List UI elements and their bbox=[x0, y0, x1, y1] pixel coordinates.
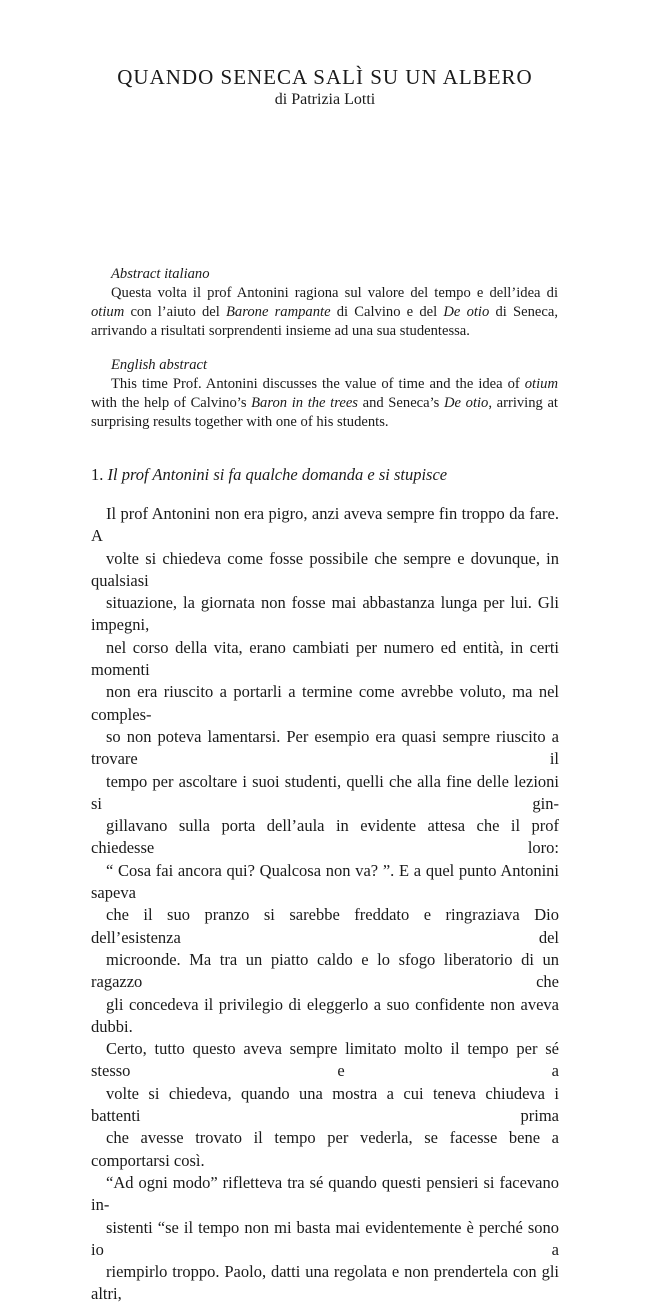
abstract-italian-text: Questa volta il prof Antonini ragiona sul valore del tempo e dell’idea di otium con l’aiuto del Barone rampante di Calvino e del De otio di Seneca, arrivando a risultati sorprendenti insieme ad una sua studentessa. bbox=[91, 285, 558, 339]
abstract-italian-heading: Abstract italiano bbox=[111, 266, 210, 282]
article-author: di Patrizia Lotti bbox=[274, 91, 376, 108]
text-line: so non poteva lamentarsi. Per esempio era quasi sempre riuscito a trovare il bbox=[91, 726, 559, 769]
abstract-english-text: This time Prof. Antonini discusses the value of time and the idea of otium with the help of Calvino’s Baron in the trees and Seneca’s De otio, arriving at surprising results together with one of his students. bbox=[91, 376, 558, 430]
text-line: volte si chiedeva, quando una mostra a cui teneva chiudeva i battenti prima bbox=[91, 1083, 559, 1126]
section-number: 1. bbox=[91, 465, 108, 484]
text-line: “Ad ogni modo” rifletteva tra sé quando questi pensieri si facevano in- bbox=[91, 1172, 559, 1215]
text-line: riempirlo troppo. Paolo, datti una regolata e non prendertela con gli altri, bbox=[91, 1262, 559, 1304]
text-line: tempo per ascoltare i suoi studenti, quelli che alla fine delle lezioni si gin- bbox=[91, 771, 559, 813]
text-line: sistenti “se il tempo non mi basta mai evidentemente è perché sono io a bbox=[91, 1217, 559, 1259]
body-text bbox=[91, 503, 559, 1306]
abstract-italian bbox=[91, 265, 558, 341]
body-paragraph-1 bbox=[91, 503, 559, 1172]
abstract-english-heading: English abstract bbox=[111, 357, 208, 373]
text-line: situazione, la giornata non fosse mai abbastanza lunga per lui. Gli impegni, bbox=[91, 593, 559, 635]
section-heading bbox=[91, 464, 561, 486]
text-line: gillavano sulla porta dell’aula in evidente attesa che il prof chiedesse loro: bbox=[91, 816, 559, 858]
section-title: Il prof Antonini si fa qualche domanda e si stupisce bbox=[107, 465, 448, 484]
abstract-english bbox=[91, 356, 558, 432]
text-line: non era riuscito a portarli a termine come avrebbe voluto, ma nel comples- bbox=[91, 682, 559, 724]
text-line: che il suo pranzo si sarebbe freddato e ringraziava Dio dell’esistenza del bbox=[91, 905, 559, 947]
article-title: QUANDO SENECA SALÌ SU UN ALBERO bbox=[117, 65, 533, 89]
text-line: microonde. Ma tra un piatto caldo e lo sfogo liberatorio di un ragazzo che bbox=[91, 949, 559, 992]
text-line: “ Cosa fai ancora qui? Qualcosa non va? ”. E a quel punto Antonini sapeva bbox=[91, 860, 559, 903]
text-line: Certo, tutto questo aveva sempre limitato molto il tempo per sé stesso e a bbox=[91, 1039, 559, 1081]
body-paragraph-2 bbox=[91, 1172, 559, 1306]
text-line: volte si chiedeva come fosse possibile che sempre e dovunque, in qualsiasi bbox=[91, 548, 559, 590]
text-line: gli concedeva il privilegio di eleggerlo a suo confidente non aveva dubbi. bbox=[91, 994, 559, 1036]
text-line: nel corso della vita, erano cambiati per numero ed entità, in certi momenti bbox=[91, 637, 559, 680]
text-line: che avesse trovato il tempo per vederla, se facesse bene a comportarsi così. bbox=[91, 1128, 559, 1170]
text-line: Il prof Antonini non era pigro, anzi aveva sempre fin troppo da fare. A bbox=[91, 504, 559, 546]
